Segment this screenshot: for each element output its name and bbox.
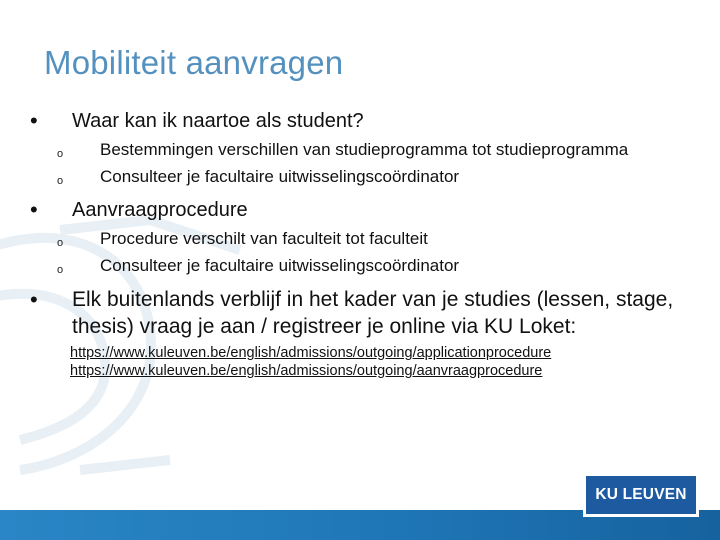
link-list bbox=[28, 344, 688, 380]
sub-list bbox=[28, 138, 688, 188]
bullet-text: Waar kan ik naartoe als student? bbox=[72, 110, 364, 132]
slide-content bbox=[28, 108, 688, 380]
slide-title: Mobiliteit aanvragen bbox=[44, 44, 344, 81]
sub-item bbox=[28, 138, 688, 161]
sub-item-text: Consulteer je facultaire uitwisselingscoördinator bbox=[100, 167, 460, 186]
sub-bullet-glyph: o bbox=[57, 175, 64, 187]
sub-bullet-glyph: o bbox=[57, 148, 64, 160]
bullet-destinations bbox=[28, 108, 688, 134]
bullet-procedure bbox=[28, 197, 688, 223]
sub-list bbox=[28, 227, 688, 277]
sub-bullet-glyph: o bbox=[57, 264, 64, 276]
ku-leuven-logo: KU LEUVEN bbox=[583, 473, 699, 517]
sub-item-text: Consulteer je facultaire uitwisselingscoördinator bbox=[100, 256, 460, 275]
bullet-glyph: • bbox=[30, 287, 38, 312]
bullet-glyph: • bbox=[30, 197, 38, 222]
sub-item-text: Bestemmingen verschillen van studieprogramma tot studieprogramma bbox=[100, 140, 629, 159]
link-aanvraagprocedure[interactable]: https://www.kuleuven.be/english/admissions/outgoing/aanvraagprocedure bbox=[70, 363, 543, 379]
sub-item bbox=[28, 254, 688, 277]
bullet-registration bbox=[28, 286, 688, 340]
bullet-glyph: • bbox=[30, 108, 38, 133]
sub-item-text: Procedure verschilt van faculteit tot faculteit bbox=[100, 229, 428, 248]
bullet-text: Aanvraagprocedure bbox=[72, 199, 248, 221]
sub-item bbox=[28, 165, 688, 188]
sub-bullet-glyph: o bbox=[57, 237, 64, 249]
bullet-text: Elk buitenlands verblijf in het kader van je studies (lessen, stage, thesis) vraag je aan / registreer je online via KU Loket: bbox=[72, 288, 674, 338]
sub-item bbox=[28, 227, 688, 250]
link-applicationprocedure[interactable]: https://www.kuleuven.be/english/admissions/outgoing/applicationprocedure bbox=[70, 345, 552, 361]
